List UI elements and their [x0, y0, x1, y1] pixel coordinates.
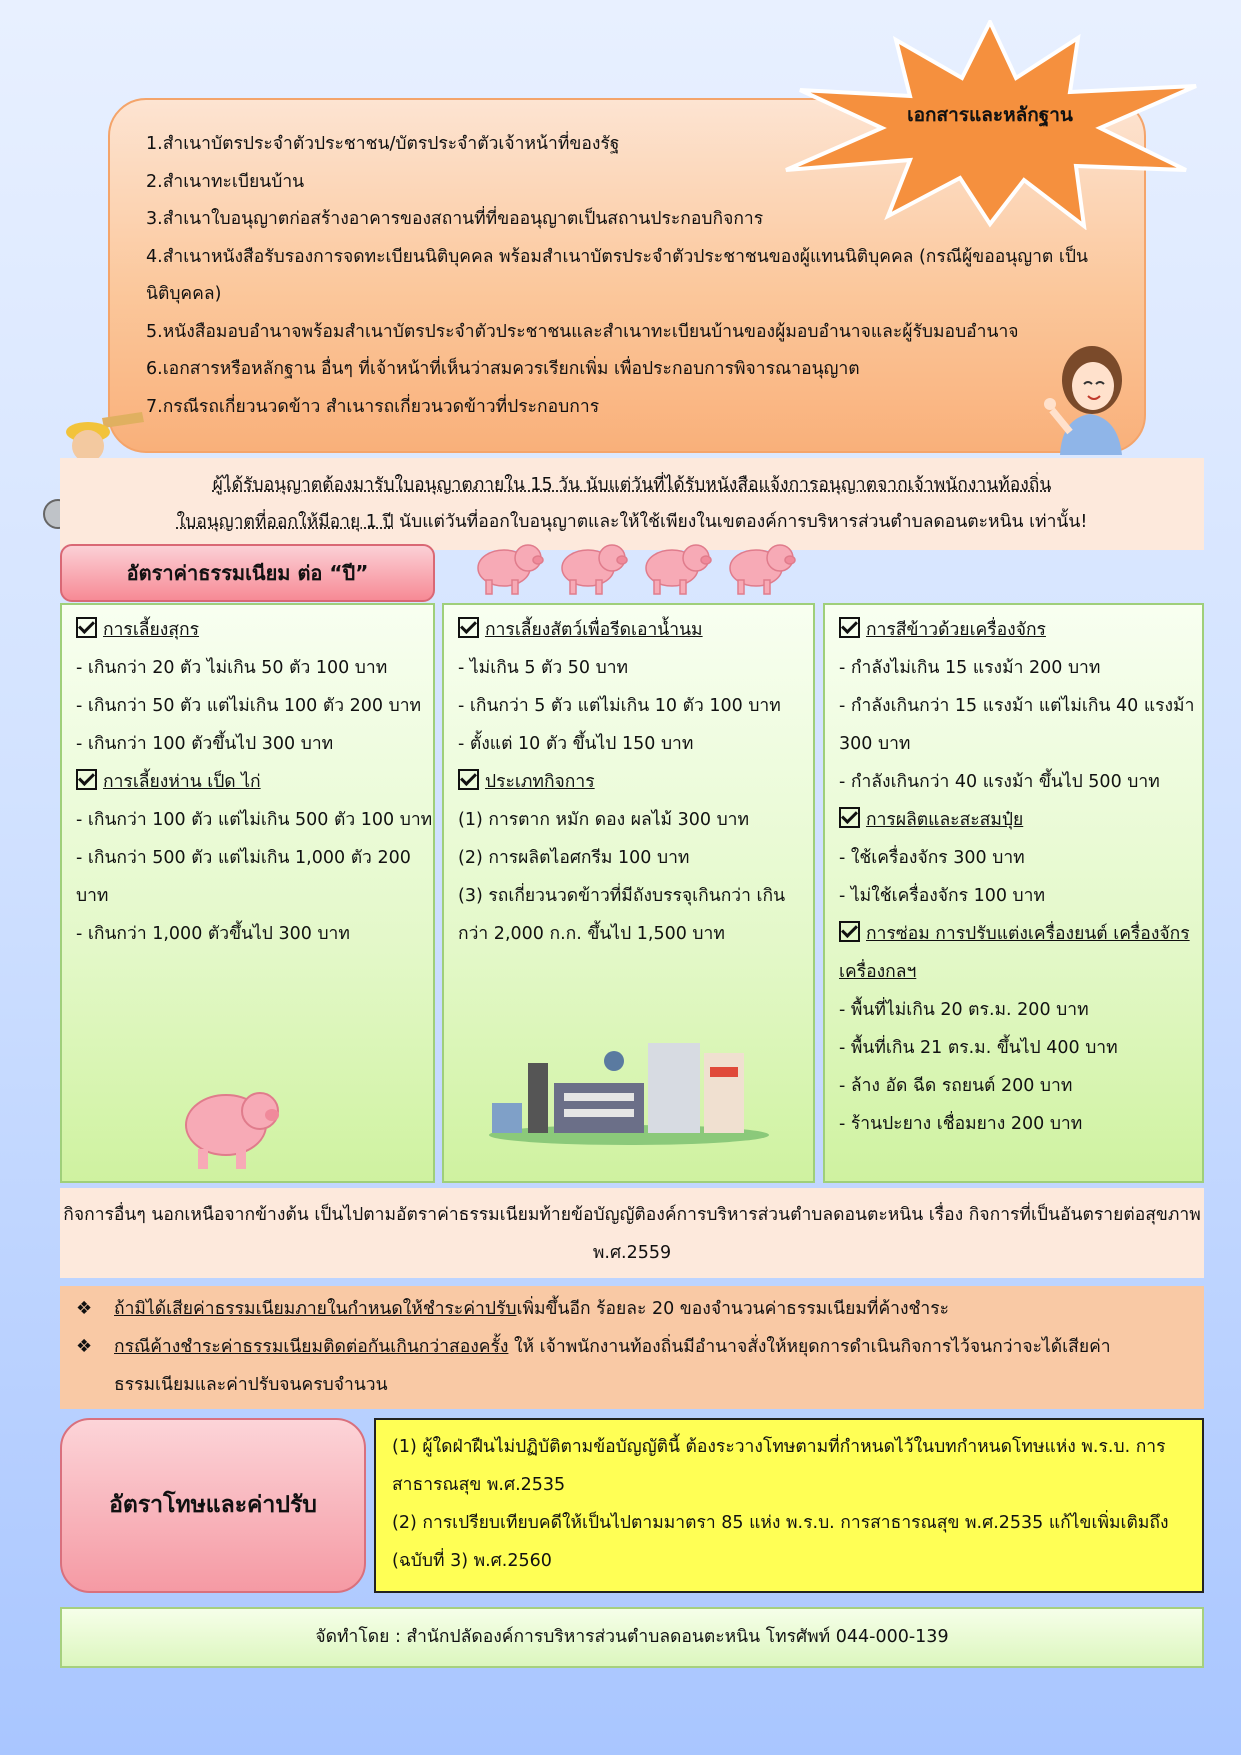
document-item-3: 3.สำเนาใบอนุญาตก่อสร้างอาคารของสถานที่ที่ขออนุญาตเป็นสถานประกอบกิจการ [146, 209, 764, 229]
pigs-illustration [468, 532, 798, 602]
heading-business-type: ประเภทกิจการ [485, 772, 595, 792]
payment-warnings [60, 1286, 1204, 1409]
checkbox-icon [76, 769, 97, 790]
woman-illustration [1040, 340, 1140, 455]
list-item: - กำลังเกินกว่า 40 แรงม้า ขึ้นไป 500 บาท [839, 772, 1160, 792]
list-item: - เกินกว่า 1,000 ตัวขึ้นไป 300 บาท [76, 924, 350, 944]
list-item: - ไม่เกิน 5 ตัว 50 บาท [458, 658, 629, 678]
list-item: - เกินกว่า 100 ตัวขึ้นไป 300 บาท [76, 734, 334, 754]
notice-line-2-highlight: ใบอนุญาตที่ออกให้มีอายุ 1 ปี [176, 512, 394, 532]
penalty-details [374, 1418, 1204, 1593]
warning-repeated-arrears [76, 1328, 1184, 1404]
heading-poultry-farming: การเลี้ยงห่าน เป็ด ไก่ [103, 772, 261, 792]
factory-illustration [484, 1037, 774, 1147]
notice-line-1: ผู้ได้รับอนุญาตต้องมารับใบอนุญาตภายใน 15 วัน นับแต่วันที่ได้รับหนังสือแจ้งการอนุญาตจากเจ้าพนักงานท้องถิ่น [212, 475, 1052, 495]
list-item: - เกินกว่า 50 ตัว แต่ไม่เกิน 100 ตัว 200 บาท [76, 696, 422, 716]
checkbox-icon [76, 617, 97, 638]
list-item: - เกินกว่า 20 ตัว ไม่เกิน 50 ตัว 100 บาท [76, 658, 388, 678]
checkbox-icon [839, 921, 860, 942]
heading-pig-farming: การเลี้ยงสุกร [103, 620, 200, 640]
other-activities-note: กิจการอื่นๆ นอกเหนือจากข้างต้น เป็นไปตามอัตราค่าธรรมเนียมท้ายข้อบัญญัติองค์การบริหารส่วนตำบลดอนตะหนิน เรื่อง กิจการที่เป็นอันตรายต่อสุขภาพ พ.ศ.2559 [60, 1188, 1204, 1278]
warning-1-text: เพิ่มขึ้นอีก ร้อยละ 20 ของจำนวนค่าธรรมเนียมที่ค้างชำระ [516, 1299, 950, 1319]
fee-column-livestock [60, 603, 435, 1183]
document-item-4: 4.สำเนาหนังสือรับรองการจดทะเบียนนิติบุคคล พร้อมสำเนาบัตรประจำตัวประชาชนของผู้แทนนิติบุคคล (กรณีผู้ขออนุญาต เป็น นิติบุคคล) [146, 246, 1088, 304]
diamond-bullet-icon: ❖ [76, 1298, 93, 1319]
penalty-item-2: (2) การเปรียบเทียบคดีให้เป็นไปตามมาตรา 85 แห่ง พ.ร.บ. การสาธารณสุข พ.ศ.2535 แก้ไขเพิ่มเติมถึง (ฉบับที่ 3) พ.ศ.2560 [392, 1513, 1169, 1571]
list-item: - พื้นที่เกิน 21 ตร.ม. ขึ้นไป 400 บาท [839, 1038, 1118, 1058]
document-item-5: 5.หนังสือมอบอำนาจพร้อมสำเนาบัตรประจำตัวประชาชนและสำเนาทะเบียนบ้านของผู้มอบอำนาจและผู้รับมอบอำนาจ [146, 321, 1019, 342]
document-item-6: 6.เอกสารหรือหลักฐาน อื่นๆ ที่เจ้าหน้าที่เห็นว่าสมควรเรียกเพิ่ม เพื่อประกอบการพิจารณาอนุญาต [146, 359, 860, 379]
heading-rice-milling: การสีข้าวด้วยเครื่องจักร [866, 620, 1046, 640]
checkbox-icon [458, 769, 479, 790]
warning-1-emphasis: ถ้ามิได้เสียค่าธรรมเนียมภายในกำหนดให้ชำระค่าปรับ [114, 1299, 517, 1319]
document-item-1: 1.สำเนาบัตรประจำตัวประชาชน/บัตรประจำตัวเจ้าหน้าที่ของรัฐ [146, 134, 620, 154]
documents-title: เอกสารและหลักฐาน [907, 104, 1073, 126]
list-item: - เกินกว่า 5 ตัว แต่ไม่เกิน 10 ตัว 100 บาท [458, 696, 781, 716]
heading-fertilizer: การผลิตและสะสมปุ๋ย [866, 810, 1024, 830]
list-item: (3) รถเกี่ยวนวดข้าวที่มีถังบรรจุเกินกว่า เกินกว่า 2,000 ก.ก. ขึ้นไป 1,500 บาท [458, 886, 786, 944]
prepared-by-footer: จัดทำโดย : สำนักปลัดองค์การบริหารส่วนตำบลดอนตะหนิน โทรศัพท์ 044-000-139 [60, 1607, 1204, 1668]
fee-rates-title: อัตราค่าธรรมเนียม ต่อ “ปี” [60, 544, 435, 602]
penalty-item-1: (1) ผู้ใดฝ่าฝืนไม่ปฏิบัติตามข้อบัญญัตินี้ ต้องระวางโทษตามที่กำหนดไว้ในบทกำหนดโทษแห่ง พ.ร.บ. การสาธารณสุข พ.ศ.2535 [392, 1437, 1166, 1495]
heading-dairy: การเลี้ยงสัตว์เพื่อรีดเอาน้ำนม [485, 620, 703, 640]
warning-2-text: ให้ เจ้าพนักงานท้องถิ่นมีอำนาจสั่งให้หยุดการดำเนินกิจการไว้จนกว่าจะได้เสียค่าธรรมเนียมและค่าปรับจนครบจำนวน [114, 1337, 1111, 1395]
list-item: - พื้นที่ไม่เกิน 20 ตร.ม. 200 บาท [839, 1000, 1089, 1020]
warning-2-emphasis: กรณีค้างชำระค่าธรรมเนียมติดต่อกันเกินกว่าสองครั้ง [114, 1337, 509, 1357]
document-item-2: 2.สำเนาทะเบียนบ้าน [146, 171, 305, 192]
penalty-title: อัตราโทษและค่าปรับ [60, 1418, 366, 1593]
checkbox-icon [839, 617, 860, 638]
list-item: - ใช้เครื่องจักร 300 บาท [839, 848, 1025, 868]
list-item: - ตั้งแต่ 10 ตัว ขึ้นไป 150 บาท [458, 734, 694, 754]
list-item: - กำลังเกินกว่า 15 แรงม้า แต่ไม่เกิน 40 แรงม้า 300 บาท [839, 696, 1195, 754]
fee-column-dairy-business [442, 603, 815, 1183]
list-item: (1) การตาก หมัก ดอง ผลไม้ 300 บาท [458, 810, 750, 830]
diamond-bullet-icon: ❖ [76, 1336, 93, 1357]
document-item-7: 7.กรณีรถเกี่ยวนวดข้าว สำเนารถเกี่ยวนวดข้าวที่ประกอบการ [146, 396, 600, 417]
checkbox-icon [458, 617, 479, 638]
warning-late-payment [76, 1290, 1184, 1328]
fee-column-machinery [823, 603, 1204, 1183]
notice-line-2: นับแต่วันที่ออกใบอนุญาตและให้ใช้เพียงในเขตองค์การบริหารส่วนตำบลดอนตะหนิน เท่านั้น! [393, 512, 1088, 532]
pig-illustration [174, 1073, 284, 1173]
checkbox-icon [839, 807, 860, 828]
list-item: - เกินกว่า 500 ตัว แต่ไม่เกิน 1,000 ตัว 200 บาท [76, 848, 411, 906]
list-item: - เกินกว่า 100 ตัว แต่ไม่เกิน 500 ตัว 100 บาท [76, 810, 433, 830]
list-item: - ล้าง อัด ฉีด รถยนต์ 200 บาท [839, 1076, 1073, 1096]
list-item: - ไม่ใช้เครื่องจักร 100 บาท [839, 886, 1046, 906]
heading-engine-repair: การซ่อม การปรับแต่งเครื่องยนต์ เครื่องจักร เครื่องกลฯ [839, 924, 1190, 982]
list-item: - กำลังไม่เกิน 15 แรงม้า 200 บาท [839, 658, 1101, 678]
documents-title-starburst [778, 20, 1202, 230]
list-item: - ร้านปะยาง เชื่อมยาง 200 บาท [839, 1114, 1083, 1134]
list-item: (2) การผลิตไอศกรีม 100 บาท [458, 848, 690, 868]
